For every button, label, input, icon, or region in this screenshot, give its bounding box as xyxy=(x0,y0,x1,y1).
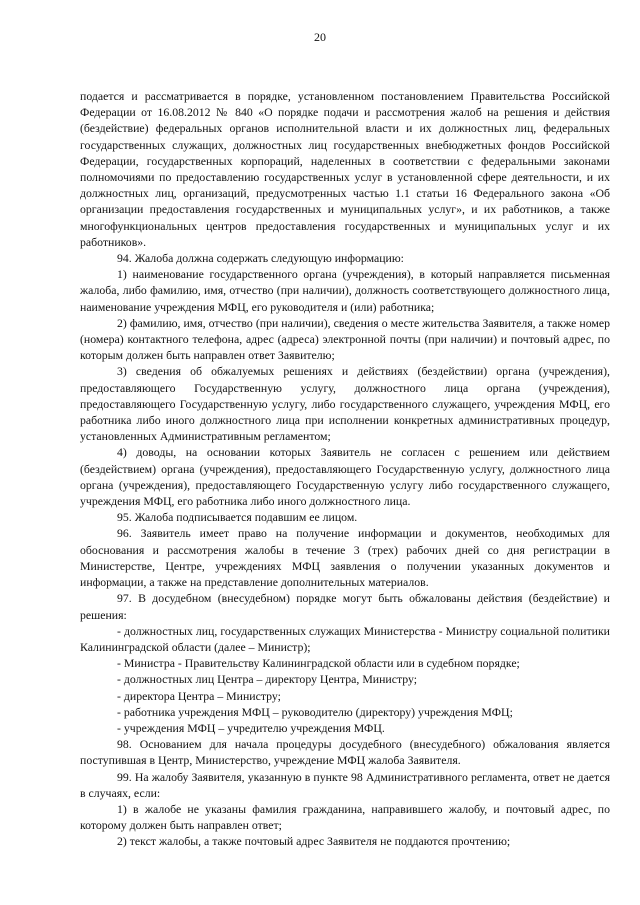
paragraph-94-item-1: 1) наименование государственного органа (учреждения), в который направляется письменная жалоба, либо фамилию, имя, отчество (при наличии), должность соответствующего должностного лица, наименование учреждения МФЦ, его руководителя и (или) работника; xyxy=(80,267,610,314)
paragraph-97-item-6: - учреждения МФЦ – учредителю учреждения МФЦ. xyxy=(117,720,385,735)
page-number: 20 xyxy=(314,30,326,44)
paragraph-95: 95. Жалоба подписывается подавшим ее лицом. xyxy=(117,510,358,525)
paragraph-99-item-2: 2) текст жалобы, а также почтовый адрес Заявителя не поддаются прочтению; xyxy=(117,834,511,849)
paragraph-96: 96. Заявитель имеет право на получение информации и документов, необходимых для обоснования и рассмотрения жалобы в течение 3 (трех) рабочих дней со дня регистрации в Министерстве, Центре, учреждениях МФЦ заявления о получении указанных документов и информации, а также на представление дополнительных материалов. xyxy=(80,526,610,590)
document-body xyxy=(80,88,610,850)
paragraph-continuation: подается и рассматривается в порядке, установленном постановлением Правительства Российской Федерации от 16.08.2012 № 840 «О порядке подачи и рассмотрения жалоб на решения и действия (бездействие) федеральных органов исполнительной власти и их должностных лиц, федеральных государственных служащих, должностных лиц государственных внебюджетных фондов Российской Федерации, государственных корпораций, наделенных в соответствии с федеральными законами полномочиями по предоставлению государственных услуг в установленной сфере деятельности, и их должностных лиц, организаций, предусмотренных частью 1.1 статьи 16 Федерального закона «Об организации предоставления государственных и муниципальных услуг», и их работников, а также многофункциональных центров предоставления государственных и муниципальных услуг и их работников». xyxy=(80,89,610,249)
paragraph-99: 99. На жалобу Заявителя, указанную в пункте 98 Административного регламента, ответ не дается в случаях, если: xyxy=(80,769,610,800)
paragraph-97-item-1: - должностных лиц, государственных служащих Министерства - Министру социальной политики Калининградской области (далее – Министр); xyxy=(80,623,610,654)
paragraph-94-item-3: 3) сведения об обжалуемых решениях и действиях (бездействии) органа (учреждения), предоставляющего Государственную услугу, должностного лица органа (учреждения), предоставляющего Государственную услугу, либо государственного служащего, учреждения МФЦ, его работника либо иного должностного лица при исполнении конкретных административных процедур, установленных Административным регламентом; xyxy=(80,364,610,444)
paragraph-97: 97. В досудебном (внесудебном) порядке могут быть обжалованы действия (бездействие) и решения: xyxy=(80,591,610,622)
paragraph-94: 94. Жалоба должна содержать следующую информацию: xyxy=(117,251,404,266)
paragraph-99-item-1: 1) в жалобе не указаны фамилия гражданина, направившего жалобу, и почтовый адрес, по которому должен быть направлен ответ; xyxy=(80,801,610,833)
paragraph-97-item-5: - работника учреждения МФЦ – руководителю (директору) учреждения МФЦ; xyxy=(117,704,513,719)
paragraph-98: 98. Основанием для начала процедуры досудебного (внесудебного) обжалования является поступившая в Центр, Министерство, учреждение МФЦ жалоба Заявителя. xyxy=(80,737,610,768)
paragraph-94-item-4: 4) доводы, на основании которых Заявитель не согласен с решением или действием (бездействием) органа (учреждения), предоставляющего Государственную услугу, должностного лица органа (учреждения), предоставляющего Государственную услугу либо государственного служащего, учреждения МФЦ, его работника либо иного должностного лица. xyxy=(80,445,610,509)
paragraph-94-item-2: 2) фамилию, имя, отчество (при наличии), сведения о месте жительства Заявителя, а также номер (номера) контактного телефона, адрес (адреса) электронной почты (при наличии) и почтовый адрес, по которым должен быть направлен ответ Заявителю; xyxy=(80,315,610,363)
paragraph-97-item-3: - должностных лиц Центра – директору Центра, Министру; xyxy=(117,672,418,687)
paragraph-97-item-4: - директора Центра – Министру; xyxy=(117,688,281,703)
paragraph-97-item-2: - Министра - Правительству Калининградской области или в судебном порядке; xyxy=(117,656,520,671)
